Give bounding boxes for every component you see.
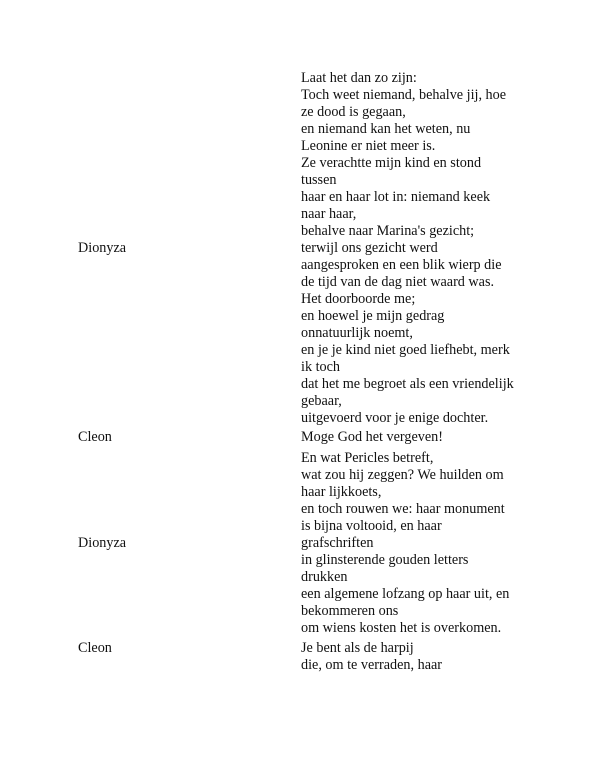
dialogue-line: Laat het dan zo zijn: — [301, 70, 417, 86]
dialogue-line: naar haar, — [301, 206, 357, 222]
dialogue-line: bekommeren ons — [301, 603, 399, 619]
dialogue-line: Je bent als de harpij — [301, 640, 414, 656]
dialogue-line: Ze verachtte mijn kind en stond — [301, 155, 482, 171]
dialogue-line: de tijd van de dag niet waard was. — [301, 274, 495, 290]
dialogue-line: Het doorboorde me; — [301, 291, 416, 307]
dialogue-line: haar lijkkoets, — [301, 484, 382, 500]
dialogue-line: aangesproken en een blik wierp die — [301, 257, 502, 273]
dialogue-line: ik toch — [301, 359, 341, 375]
dialogue-lines — [301, 429, 541, 446]
dialogue-line: uitgevoerd voor je enige dochter. — [301, 410, 489, 426]
dialogue-line: tussen — [301, 172, 337, 188]
speaker-name: Dionyza — [78, 240, 127, 256]
speaker-name: Dionyza — [78, 535, 127, 551]
dialogue-line: haar en haar lot in: niemand keek — [301, 189, 491, 205]
dialogue-line: En wat Pericles betreft, — [301, 450, 434, 466]
dialogue-line: behalve naar Marina's gezicht; — [301, 223, 475, 239]
dialogue-line: om wiens kosten het is overkomen. — [301, 620, 502, 636]
dialogue-line: terwijl ons gezicht werd — [301, 240, 438, 256]
dialogue-line: drukken — [301, 569, 348, 585]
dialogue-line: en hoewel je mijn gedrag — [301, 308, 445, 324]
dialogue-line: Leonine er niet meer is. — [301, 138, 436, 154]
dialogue-line: en je je kind niet goed liefhebt, merk — [301, 342, 510, 358]
dialogue-line: grafschriften — [301, 535, 374, 551]
dialogue-lines — [301, 450, 541, 637]
dialogue-line: een algemene lofzang op haar uit, en — [301, 586, 510, 602]
speaker-name: Cleon — [78, 429, 112, 445]
dialogue-lines — [301, 70, 541, 427]
dialogue-line: die, om te verraden, haar — [301, 657, 443, 673]
dialogue-line: wat zou hij zeggen? We huilden om — [301, 467, 504, 483]
dialogue-line: gebaar, — [301, 393, 342, 409]
dialogue-line: in glinsterende gouden letters — [301, 552, 469, 568]
dialogue-line: en toch rouwen we: haar monument — [301, 501, 505, 517]
dialogue-line: ze dood is gegaan, — [301, 104, 406, 120]
dialogue-lines — [301, 640, 541, 674]
speaker-name: Cleon — [78, 640, 112, 656]
dialogue-line: en niemand kan het weten, nu — [301, 121, 471, 137]
dialogue-line: Toch weet niemand, behalve jij, hoe — [301, 87, 507, 103]
dialogue-line: Moge God het vergeven! — [301, 429, 443, 445]
dialogue-line: dat het me begroet als een vriendelijk — [301, 376, 514, 392]
dialogue-line: onnatuurlijk noemt, — [301, 325, 413, 341]
dialogue-line: is bijna voltooid, en haar — [301, 518, 442, 534]
